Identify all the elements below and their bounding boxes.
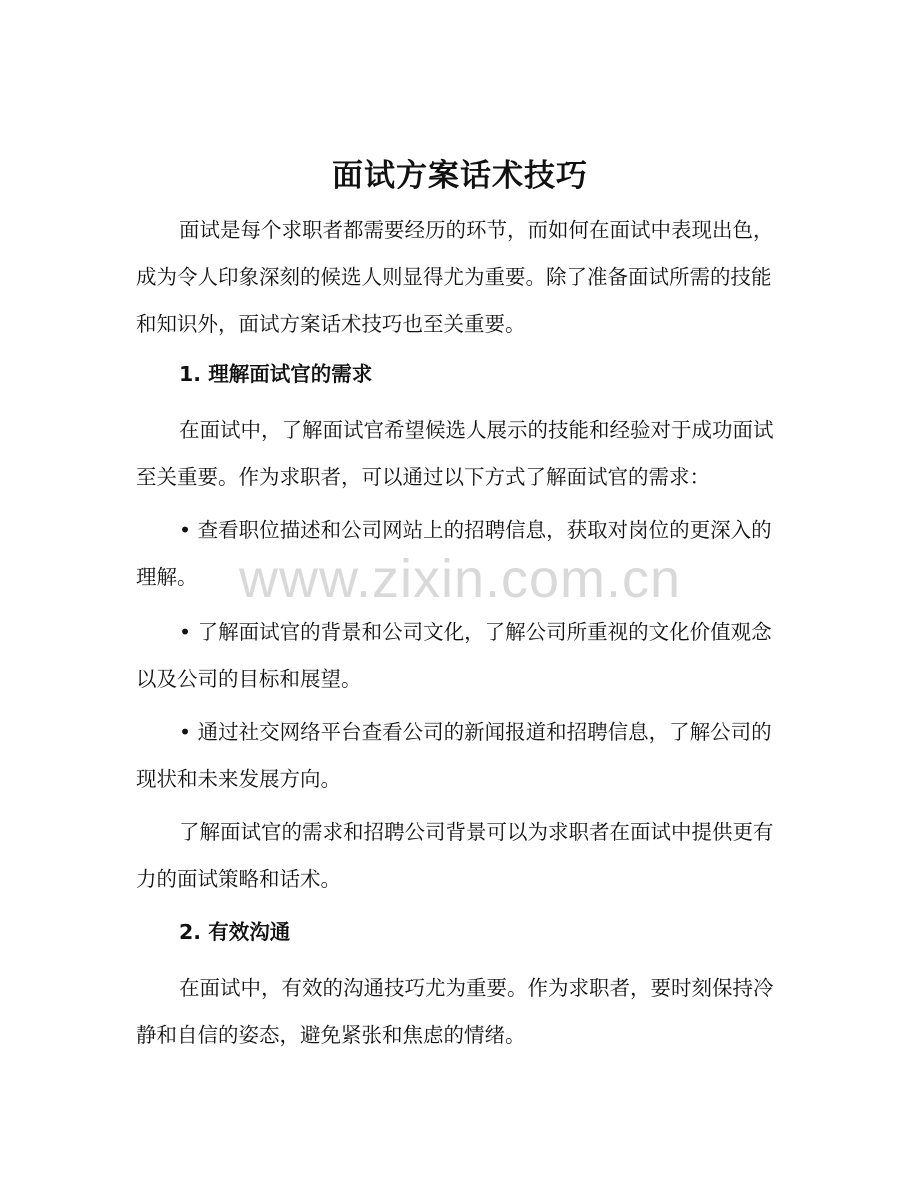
section-2-paragraph: 在面试中，有效的沟通技巧尤为重要。作为求职者，要时刻保持冷静和自信的姿态，避免紧张和焦虑的情绪。 [136, 976, 774, 1047]
section-1-closing: 了解面试官的需求和招聘公司背景可以为求职者在面试中提供更有力的面试策略和话术。 [136, 820, 774, 891]
bullet-item: • 通过社交网络平台查看公司的新闻报道和招聘信息，了解公司的现状和未来发展方向。 [136, 720, 772, 791]
intro-paragraph: 面试是每个求职者都需要经历的环节，而如何在面试中表现出色，成为令人印象深刻的候选人则显得尤为重要。除了准备面试所需的技能和知识外，面试方案话术技巧也至关重要。 [136, 218, 774, 336]
section-2-heading: 2. 有效沟通 [179, 920, 291, 944]
section-1-heading: 1. 理解面试官的需求 [179, 362, 373, 386]
watermark: www.zixin.com.cn [238, 549, 682, 609]
bullet-item: • 了解面试官的背景和公司文化，了解公司所重视的文化价值观念以及公司的目标和展望。 [136, 620, 772, 691]
bullet-item: • 查看职位描述和公司网站上的招聘信息，获取对岗位的更深入的理解。 [136, 518, 772, 589]
document-title: 面试方案话术技巧 [332, 158, 588, 194]
section-1-paragraph: 在面试中，了解面试官希望候选人展示的技能和经验对于成功面试至关重要。作为求职者，可以通过以下方式了解面试官的需求： [136, 418, 774, 489]
